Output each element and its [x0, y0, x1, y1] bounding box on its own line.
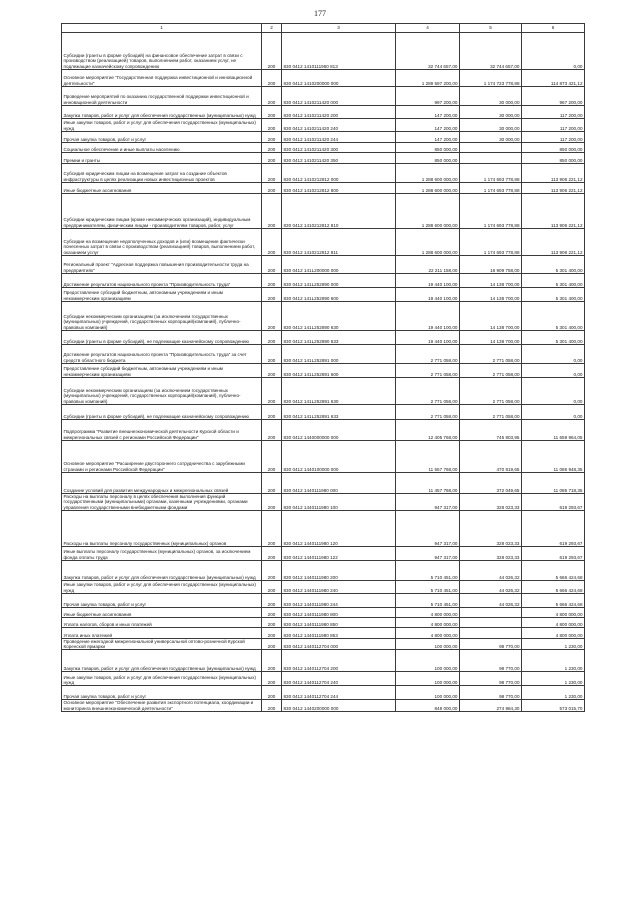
cell-v1: 147 200,00 [396, 106, 460, 119]
cell-cls: 830 0412 1410212812 810 [282, 194, 396, 229]
cell-v3: 11 659 964,05 [522, 420, 585, 441]
table-row [62, 420, 585, 441]
cell-cls: 830 0412 141L252890 633 [282, 331, 396, 345]
cell-code: 200 [262, 420, 282, 441]
cell-name: Иные выплаты персоналу государственных (муниципальных) органов, за исключением фонда оплаты труда [62, 546, 262, 560]
cell-name: Региональный проект "Адресная поддержка повышения производительности труда на предприятиях" [62, 256, 262, 274]
cell-code: 200 [262, 143, 282, 153]
cell-cls: 830 0412 1440111980 000 [282, 473, 396, 494]
cell-code: 200 [262, 580, 282, 593]
table-row [62, 494, 585, 511]
cell-name: Закупка товаров, работ и услуг для обеспечения государственных (муниципальных) нужд [62, 106, 262, 119]
cell-code: 200 [262, 560, 282, 580]
cell-v3: 5 301 400,00 [522, 331, 585, 345]
table-row [62, 364, 585, 378]
cell-code: 200 [262, 288, 282, 302]
cell-v3: 0,00 [522, 405, 585, 420]
cell-v3: 0,00 [522, 33, 585, 70]
cell-v3: 5 666 424,68 [522, 580, 585, 593]
cell-code: 200 [262, 627, 282, 638]
table-row [62, 593, 585, 607]
table-row [62, 617, 585, 627]
cell-cls: 830 0412 141L252891 600 [282, 364, 396, 378]
cell-code: 200 [262, 33, 282, 70]
cell-v3: 850 000,00 [522, 153, 585, 164]
cell-v1: 1 288 600 000,00 [396, 183, 460, 194]
cell-cls: 830 0412 1440000000 000 [282, 420, 396, 441]
cell-code: 200 [262, 364, 282, 378]
cell-v2: 30 000,00 [460, 132, 522, 143]
cell-v3: 1 230,00 [522, 638, 585, 650]
cell-v2: 98 770,00 [460, 638, 522, 650]
cell-v3: 5 666 424,68 [522, 593, 585, 607]
cell-v3: 573 015,70 [522, 700, 585, 712]
cell-v1: 997 200,00 [396, 87, 460, 106]
cell-v1: 19 440 100,00 [396, 302, 460, 331]
cell-code: 200 [262, 345, 282, 364]
cell-v2: 98 770,00 [460, 686, 522, 700]
table-row [62, 288, 585, 302]
column-header: 1 [62, 24, 262, 33]
cell-v2: 98 770,00 [460, 650, 522, 672]
cell-v2: 16 909 758,00 [460, 256, 522, 274]
cell-name: Прочая закупка товаров, работ и услуг [62, 686, 262, 700]
cell-name: Субсидии (гранты в форме субсидий) на финансовое обеспечение затрат в связи с производством (реализацией) товаров, выполнением работ, оказанием услуг, не подлежащие казначейскому сопровождению [62, 33, 262, 70]
cell-v1: 1 288 600 000,00 [396, 229, 460, 256]
cell-v1: 4 800 000,00 [396, 617, 460, 627]
cell-v3: 113 906 221,12 [522, 183, 585, 194]
cell-v1: 947 317,00 [396, 494, 460, 511]
cell-v1: 100 000,00 [396, 650, 460, 672]
cell-v3: 1 230,00 [522, 686, 585, 700]
cell-v2: 1 174 723 778,88 [460, 70, 522, 87]
cell-v2: 14 138 700,00 [460, 331, 522, 345]
cell-name: Иные закупки товаров, работ и услуг для обеспечения государственных (муниципальных) нужд [62, 119, 262, 132]
cell-name: Иные бюджетные ассигнования [62, 607, 262, 617]
cell-code: 200 [262, 546, 282, 560]
cell-code: 200 [262, 617, 282, 627]
cell-code: 200 [262, 132, 282, 143]
cell-name: Основное мероприятие "Обеспечение развития экспортного потенциала, координации и мониторинга внешнеэкономической деятельности" [62, 700, 262, 712]
cell-v1: 947 317,00 [396, 510, 460, 546]
cell-code: 200 [262, 441, 282, 473]
table-row [62, 302, 585, 331]
table-row [62, 580, 585, 593]
table-row [62, 686, 585, 700]
column-header: 6 [522, 24, 585, 33]
cell-v3: 117 200,00 [522, 132, 585, 143]
cell-v1: 1 289 597 200,00 [396, 70, 460, 87]
cell-v1: 11 557 768,00 [396, 441, 460, 473]
table-row [62, 627, 585, 638]
cell-v3: 4 800 000,00 [522, 617, 585, 627]
table-row [62, 607, 585, 617]
cell-name: Субсидии некоммерческим организациям (за исключением государственных (муниципальных) учреждений, государственных корпораций(компаний), публично-правовых компаний) [62, 302, 262, 331]
cell-code: 200 [262, 194, 282, 229]
cell-v1: 32 744 657,00 [396, 33, 460, 70]
cell-code: 200 [262, 510, 282, 546]
cell-name: Закупка товаров, работ и услуг для обеспечения государственных (муниципальных) нужд [62, 650, 262, 672]
cell-name: Создание условий для развития международных и межрегиональных связей [62, 473, 262, 494]
cell-code: 200 [262, 331, 282, 345]
cell-v2: 2 771 058,00 [460, 364, 522, 378]
cell-v1: 5 710 451,00 [396, 560, 460, 580]
cell-v1: 100 000,00 [396, 686, 460, 700]
cell-v1: 100 000,00 [396, 638, 460, 650]
cell-cls: 830 0412 1440111980 100 [282, 494, 396, 511]
cell-cls: 830 0412 1440112704 244 [282, 686, 396, 700]
cell-v2 [460, 627, 522, 638]
cell-code: 200 [262, 106, 282, 119]
table-row [62, 473, 585, 494]
cell-v2: 2 771 058,00 [460, 378, 522, 405]
cell-cls: 830 0412 1440111980 122 [282, 546, 396, 560]
cell-v3: 114 873 421,12 [522, 70, 585, 87]
cell-v3: 4 800 000,00 [522, 627, 585, 638]
cell-cls: 830 0412 141L252891 000 [282, 345, 396, 364]
cell-v3: 0,00 [522, 345, 585, 364]
cell-v2: 328 023,33 [460, 494, 522, 511]
table-row [62, 106, 585, 119]
cell-name: Достижение результатов национального проекта "Производительность труда" за счет средств областного бюджета [62, 345, 262, 364]
cell-v1: 11 457 768,00 [396, 473, 460, 494]
cell-cls: 830 0412 141L252891 630 [282, 378, 396, 405]
cell-v1: 2 771 058,00 [396, 378, 460, 405]
cell-code: 200 [262, 686, 282, 700]
cell-v2: 30 000,00 [460, 87, 522, 106]
cell-v1: 850 000,00 [396, 153, 460, 164]
cell-cls: 830 0412 1410212812 800 [282, 183, 396, 194]
cell-v2: 14 138 700,00 [460, 302, 522, 331]
cell-name: Премии и гранты [62, 153, 262, 164]
table-row [62, 672, 585, 686]
cell-cls: 830 0412 1440111980 244 [282, 593, 396, 607]
cell-code: 200 [262, 164, 282, 183]
column-header: 3 [282, 24, 396, 33]
cell-v3: 5 301 400,00 [522, 274, 585, 288]
cell-code: 200 [262, 593, 282, 607]
cell-v2: 44 026,32 [460, 560, 522, 580]
cell-v1: 1 288 600 000,00 [396, 164, 460, 183]
table-row [62, 274, 585, 288]
cell-cls: 830 0412 141L252890 630 [282, 302, 396, 331]
cell-v3: 1 230,00 [522, 650, 585, 672]
cell-cls: 830 0412 1440111980 120 [282, 510, 396, 546]
cell-v1: 2 771 058,00 [396, 345, 460, 364]
cell-v3: 619 293,67 [522, 494, 585, 511]
cell-v1: 147 200,00 [396, 132, 460, 143]
cell-v1: 22 211 158,00 [396, 256, 460, 274]
cell-name: Иные бюджетные ассигнования [62, 183, 262, 194]
cell-v1: 850 000,00 [396, 143, 460, 153]
cell-v3: 0,00 [522, 364, 585, 378]
cell-name: Предоставление субсидий бюджетным, автономным учреждениям и иным некоммерческим организациям [62, 364, 262, 378]
cell-cls: 830 0412 1410211420 000 [282, 87, 396, 106]
table-row [62, 331, 585, 345]
cell-v2: 44 026,32 [460, 593, 522, 607]
table-row [62, 546, 585, 560]
cell-v2: 470 819,65 [460, 441, 522, 473]
cell-v3: 619 293,67 [522, 510, 585, 546]
table-row [62, 638, 585, 650]
cell-name: Расходы на выплаты персоналу государственных (муниципальных) органов [62, 510, 262, 546]
cell-code: 200 [262, 494, 282, 511]
cell-v2 [460, 617, 522, 627]
cell-code: 200 [262, 256, 282, 274]
cell-v3: 0,00 [522, 378, 585, 405]
cell-v1: 2 771 058,00 [396, 364, 460, 378]
cell-v2: 745 803,95 [460, 420, 522, 441]
cell-v2: 2 771 058,00 [460, 405, 522, 420]
cell-name: Иные закупки товаров, работ и услуг для обеспечения государственных (муниципальных) нужд [62, 580, 262, 593]
cell-code: 200 [262, 302, 282, 331]
cell-v1: 5 710 451,00 [396, 593, 460, 607]
cell-v2: 32 744 657,00 [460, 33, 522, 70]
cell-v1: 2 771 058,00 [396, 405, 460, 420]
table-row [62, 70, 585, 87]
cell-v2 [460, 143, 522, 153]
cell-code: 200 [262, 274, 282, 288]
cell-code: 200 [262, 153, 282, 164]
cell-cls: 830 0412 1410212812 000 [282, 164, 396, 183]
cell-v2: 372 049,65 [460, 473, 522, 494]
cell-cls: 830 0412 1410211420 244 [282, 132, 396, 143]
cell-v1: 4 800 000,00 [396, 607, 460, 617]
cell-name: Подпрограмма "Развитие внешнеэкономической деятельности Курской области и межрегиональных связей с регионами Российской Федерации" [62, 420, 262, 441]
table-row [62, 153, 585, 164]
cell-v1: 947 317,00 [396, 546, 460, 560]
cell-cls: 830 0412 141L200000 000 [282, 256, 396, 274]
column-header: 2 [262, 24, 282, 33]
cell-v2 [460, 153, 522, 164]
cell-v3: 113 906 221,12 [522, 164, 585, 183]
table-row [62, 441, 585, 473]
table-row [62, 510, 585, 546]
cell-v1: 19 440 100,00 [396, 288, 460, 302]
cell-code: 200 [262, 229, 282, 256]
cell-v1: 147 200,00 [396, 119, 460, 132]
cell-code: 200 [262, 473, 282, 494]
cell-v1: 100 000,00 [396, 672, 460, 686]
cell-v3: 1 230,00 [522, 672, 585, 686]
cell-v2: 274 984,30 [460, 700, 522, 712]
table-row [62, 700, 585, 712]
cell-v3: 4 800 000,00 [522, 607, 585, 617]
cell-v2: 1 174 693 778,88 [460, 194, 522, 229]
cell-name: Субсидии на возмещение недополученных доходов и (или) возмещение фактически понесенных затрат в связи с производством (реализацией) товаров, выполнением работ, оказанием услуг [62, 229, 262, 256]
cell-v3: 117 200,00 [522, 119, 585, 132]
cell-cls: 830 0412 1440111980 800 [282, 607, 396, 617]
cell-code: 200 [262, 672, 282, 686]
cell-code: 200 [262, 638, 282, 650]
cell-code: 200 [262, 87, 282, 106]
cell-name: Основное мероприятие "Государственная поддержка инвестиционной и инновационной деятельности" [62, 70, 262, 87]
cell-cls: 830 0412 141L252890 000 [282, 274, 396, 288]
table-row [62, 119, 585, 132]
cell-cls: 830 0412 1440200000 000 [282, 700, 396, 712]
table-header-row [62, 24, 585, 33]
cell-name: Основное мероприятие "Расширение двустороннего сотрудничества с зарубежными странами и регионами Российской Федерации" [62, 441, 262, 473]
cell-cls: 830 0412 1440112704 000 [282, 638, 396, 650]
cell-v2: 2 771 058,00 [460, 345, 522, 364]
cell-v2: 1 174 693 778,88 [460, 183, 522, 194]
table-row [62, 164, 585, 183]
cell-name: Субсидии (гранты в форме субсидий), не подлежащие казначейскому сопровождению [62, 331, 262, 345]
cell-v1: 12 405 768,00 [396, 420, 460, 441]
table-row [62, 183, 585, 194]
cell-v1: 19 440 100,00 [396, 274, 460, 288]
table-row [62, 33, 585, 70]
cell-v3: 117 200,00 [522, 106, 585, 119]
cell-name: Субсидии юридическим лицам (кроме некоммерческих организаций), индивидуальным предпринимателям, физическим лицам - производителям товаров, работ, услуг [62, 194, 262, 229]
cell-v3: 11 086 948,35 [522, 441, 585, 473]
cell-code: 200 [262, 700, 282, 712]
cell-name: Предоставление субсидий бюджетным, автономным учреждениям и иным некоммерческим организациям [62, 288, 262, 302]
cell-v3: 850 000,00 [522, 143, 585, 153]
table-row [62, 229, 585, 256]
cell-code: 200 [262, 378, 282, 405]
cell-cls: 830 0412 1440111980 853 [282, 627, 396, 638]
table-row [62, 378, 585, 405]
table-row [62, 87, 585, 106]
cell-v2: 14 138 700,00 [460, 274, 522, 288]
cell-name: Субсидии (гранты в форме субсидий), не подлежащие казначейскому сопровождению [62, 405, 262, 420]
cell-v1: 1 288 600 000,00 [396, 194, 460, 229]
table-row [62, 143, 585, 153]
cell-v3: 5 666 424,68 [522, 560, 585, 580]
cell-cls: 830 0412 1410211420 300 [282, 143, 396, 153]
cell-name: Социальное обеспечение и иные выплаты населению [62, 143, 262, 153]
cell-cls: 830 0412 141L252890 600 [282, 288, 396, 302]
cell-name: Проведение ежегодной межрегиональной универсальной оптово-розничной Курской Коренской ярмарки [62, 638, 262, 650]
cell-v3: 5 301 400,00 [522, 302, 585, 331]
table-row [62, 560, 585, 580]
cell-cls: 830 0412 1440111980 200 [282, 560, 396, 580]
cell-name: Достижение результатов национального проекта "Производительность труда" [62, 274, 262, 288]
cell-v2: 44 026,32 [460, 580, 522, 593]
column-header: 4 [396, 24, 460, 33]
cell-v2: 328 023,33 [460, 546, 522, 560]
cell-name: Закупка товаров, работ и услуг для обеспечения государственных (муниципальных) нужд [62, 560, 262, 580]
cell-v2: 98 770,00 [460, 672, 522, 686]
cell-v3: 113 906 221,12 [522, 194, 585, 229]
cell-name: Субсидия юридическим лицам на возмещение затрат на создание объектов инфраструктуры в целях реализации новых инвестиционных проектов [62, 164, 262, 183]
cell-code: 200 [262, 607, 282, 617]
cell-cls: 830 0412 1410211420 240 [282, 119, 396, 132]
cell-cls: 830 0412 141L252891 633 [282, 405, 396, 420]
cell-v1: 5 710 451,00 [396, 580, 460, 593]
table-row [62, 650, 585, 672]
column-header: 5 [460, 24, 522, 33]
cell-cls: 830 0412 1440112704 240 [282, 672, 396, 686]
table-row [62, 345, 585, 364]
cell-name: Субсидии некоммерческим организациям (за исключением государственных (муниципальных) учреждений, государственных корпораций(компаний), публично-правовых компаний) [62, 378, 262, 405]
cell-v2: 1 174 693 778,88 [460, 229, 522, 256]
cell-v3: 113 906 221,12 [522, 229, 585, 256]
cell-code: 200 [262, 119, 282, 132]
cell-name: Прочая закупка товаров, работ и услуг [62, 593, 262, 607]
cell-name: Прочая закупка товаров, работ и услуг [62, 132, 262, 143]
cell-name: Иные закупки товаров, работ и услуг для обеспечения государственных (муниципальных) нужд [62, 672, 262, 686]
budget-execution-table [61, 23, 585, 712]
cell-cls: 830 0412 1440111980 240 [282, 580, 396, 593]
cell-cls: 830 0412 1410111950 813 [282, 33, 396, 70]
cell-v3: 967 200,00 [522, 87, 585, 106]
cell-v2: 328 023,33 [460, 510, 522, 546]
cell-code: 200 [262, 405, 282, 420]
cell-name: Уплата иных платежей [62, 627, 262, 638]
cell-v2: 1 174 693 778,88 [460, 164, 522, 183]
table-row [62, 405, 585, 420]
cell-cls: 830 0412 1410211420 200 [282, 106, 396, 119]
cell-cls: 830 0412 1410200000 000 [282, 70, 396, 87]
table-row [62, 132, 585, 143]
cell-v3: 5 301 400,00 [522, 288, 585, 302]
cell-cls: 830 0412 1410211420 350 [282, 153, 396, 164]
cell-v3: 619 293,67 [522, 546, 585, 560]
cell-cls: 830 0412 1410212812 811 [282, 229, 396, 256]
cell-v2 [460, 607, 522, 617]
cell-v1: 19 440 100,00 [396, 331, 460, 345]
cell-v3: 5 301 400,00 [522, 256, 585, 274]
cell-name: Расходы на выплаты персоналу в целях обеспечения выполнения функций государственными (муниципальными) органами, казенными учреждениями, органами управления государственными внебюджетными фондами [62, 494, 262, 511]
cell-code: 200 [262, 650, 282, 672]
cell-v1: 848 000,00 [396, 700, 460, 712]
cell-v2: 30 000,00 [460, 106, 522, 119]
cell-cls: 830 0412 1440100000 000 [282, 441, 396, 473]
cell-code: 200 [262, 183, 282, 194]
cell-cls: 830 0412 1440112704 200 [282, 650, 396, 672]
cell-v1: 4 800 000,00 [396, 627, 460, 638]
cell-code: 200 [262, 70, 282, 87]
cell-name: Проведение мероприятий по оказанию государственной поддержки инвестиционной и инновационной деятельности [62, 87, 262, 106]
cell-v3: 11 085 718,35 [522, 473, 585, 494]
table-row [62, 194, 585, 229]
cell-v2: 30 000,00 [460, 119, 522, 132]
page-number: 177 [314, 9, 326, 18]
table-row [62, 256, 585, 274]
cell-name: Уплата налогов, сборов и иных платежей [62, 617, 262, 627]
cell-cls: 830 0412 1440111980 850 [282, 617, 396, 627]
cell-v2: 14 138 700,00 [460, 288, 522, 302]
